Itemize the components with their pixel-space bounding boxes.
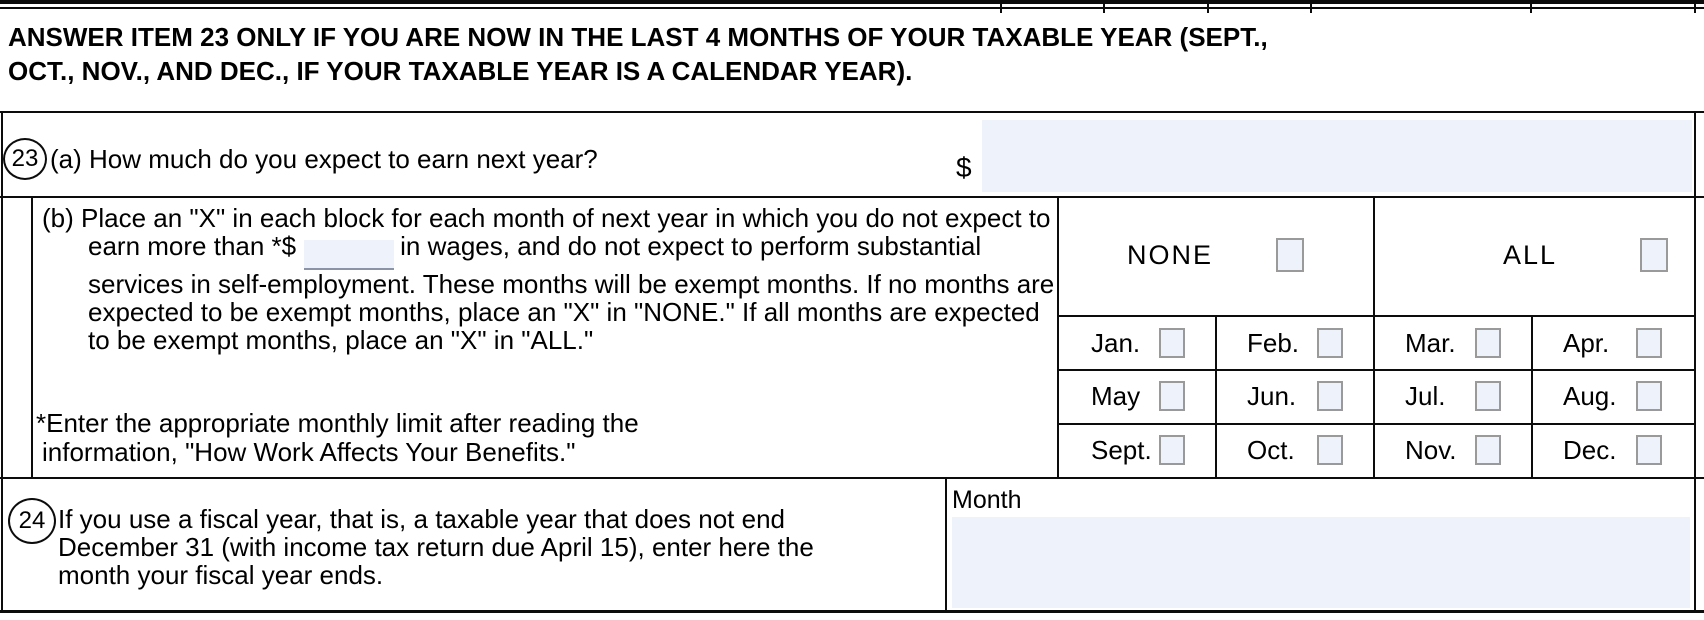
item-24-number — [8, 498, 56, 544]
month-label-apr: Apr. — [1563, 327, 1610, 358]
grid-tick — [1694, 4, 1696, 13]
footnote-line-2: information, "How Work Affects Your Benefits." — [42, 437, 576, 467]
item-24-line-1: If you use a fiscal year, that is, a taxable year that does not end — [58, 504, 785, 534]
instruction-line-2: OCT., NOV., AND DEC., IF YOUR TAXABLE YEAR IS A CALENDAR YEAR). — [8, 56, 913, 86]
month-label-aug: Aug. — [1563, 380, 1617, 411]
month-label-mar: Mar. — [1405, 327, 1456, 358]
rule — [31, 196, 33, 477]
month-cell-apr — [1531, 317, 1692, 369]
item-23a-question: (a) How much do you expect to earn next year? — [50, 144, 598, 174]
grid-tick — [1530, 4, 1532, 13]
grid-tick — [1103, 4, 1105, 13]
all-checkbox[interactable] — [1640, 238, 1668, 272]
month-checkbox-feb[interactable] — [1317, 328, 1343, 358]
none-label: NONE — [1126, 240, 1213, 270]
month-checkbox-sept[interactable] — [1159, 435, 1185, 465]
month-grid — [1059, 317, 1692, 477]
month-checkbox-dec[interactable] — [1636, 435, 1662, 465]
rule — [0, 196, 1704, 198]
item-23b-text-before: (b) Place an "X" in each block for each month of next year in which you do not expect to earn more than *$ — [42, 203, 1051, 261]
month-label-nov: Nov. — [1405, 434, 1457, 465]
month-label-sept: Sept. — [1091, 434, 1152, 465]
grid-tick — [1310, 4, 1312, 13]
month-cell-jan — [1059, 317, 1215, 369]
rule — [945, 477, 947, 610]
instruction-banner — [8, 20, 1268, 88]
item-24-line-2: December 31 (with income tax return due April 15), enter here the — [58, 532, 814, 562]
month-cell-nov — [1373, 423, 1531, 477]
footnote-line-1: *Enter the appropriate monthly limit after reading the — [36, 408, 639, 438]
dollar-sign: $ — [956, 152, 972, 183]
month-checkbox-apr[interactable] — [1636, 328, 1662, 358]
month-checkbox-mar[interactable] — [1475, 328, 1501, 358]
month-cell-oct — [1215, 423, 1373, 477]
instruction-line-1: ANSWER ITEM 23 ONLY IF YOU ARE NOW IN THE LAST 4 MONTHS OF YOUR TAXABLE YEAR (SEPT., — [8, 22, 1268, 52]
month-label-dec: Dec. — [1563, 434, 1617, 465]
item-23b-footnote — [36, 409, 639, 467]
month-checkbox-nov[interactable] — [1475, 435, 1501, 465]
rule — [1, 111, 3, 612]
rule — [0, 111, 1704, 113]
month-field-label: Month — [952, 486, 1022, 514]
month-checkbox-oct[interactable] — [1317, 435, 1343, 465]
monthly-limit-input[interactable] — [304, 240, 394, 270]
month-checkbox-aug[interactable] — [1636, 381, 1662, 411]
month-label-jul: Jul. — [1405, 380, 1446, 411]
month-checkbox-jan[interactable] — [1159, 328, 1185, 358]
month-label-jun: Jun. — [1247, 380, 1297, 411]
month-label-may: May — [1091, 380, 1141, 411]
none-checkbox[interactable] — [1276, 238, 1304, 272]
rule — [1694, 111, 1696, 612]
month-cell-may — [1059, 369, 1215, 423]
prior-row-remnant — [0, 0, 1704, 9]
item-23a-earnings-input[interactable] — [982, 120, 1692, 192]
month-cell-jul — [1373, 369, 1531, 423]
all-label: ALL — [1502, 240, 1558, 270]
item-24-line-3: month your fiscal year ends. — [58, 560, 384, 590]
month-cell-dec — [1531, 423, 1692, 477]
grid-tick — [1000, 4, 1002, 13]
month-label-jan: Jan. — [1091, 327, 1141, 358]
month-label-oct: Oct. — [1247, 434, 1295, 465]
month-checkbox-may[interactable] — [1159, 381, 1185, 411]
month-cell-sept — [1059, 423, 1215, 477]
rule — [0, 610, 1704, 613]
month-checkbox-jun[interactable] — [1317, 381, 1343, 411]
month-checkbox-jul[interactable] — [1475, 381, 1501, 411]
month-cell-aug — [1531, 369, 1692, 423]
item-23-number-text: 23 — [11, 145, 39, 172]
item-23b-instructions — [42, 204, 1056, 354]
month-cell-feb — [1215, 317, 1373, 369]
month-cell-jun — [1215, 369, 1373, 423]
item-24-month-input[interactable] — [952, 517, 1690, 608]
month-label-feb: Feb. — [1247, 327, 1300, 358]
rule — [0, 477, 1704, 479]
item-23b-text-after: in wages, and do not expect to perform substantial services in self-employment. These months will be exempt months. If no months are expected to be exempt months, place an "X" in "NONE." If all months are expected to be exempt months, place an "X" in "ALL." — [88, 231, 1055, 355]
month-cell-mar — [1373, 317, 1531, 369]
item-23-number — [3, 138, 47, 180]
item-24-number-text: 24 — [18, 507, 46, 534]
grid-tick — [1207, 4, 1209, 13]
